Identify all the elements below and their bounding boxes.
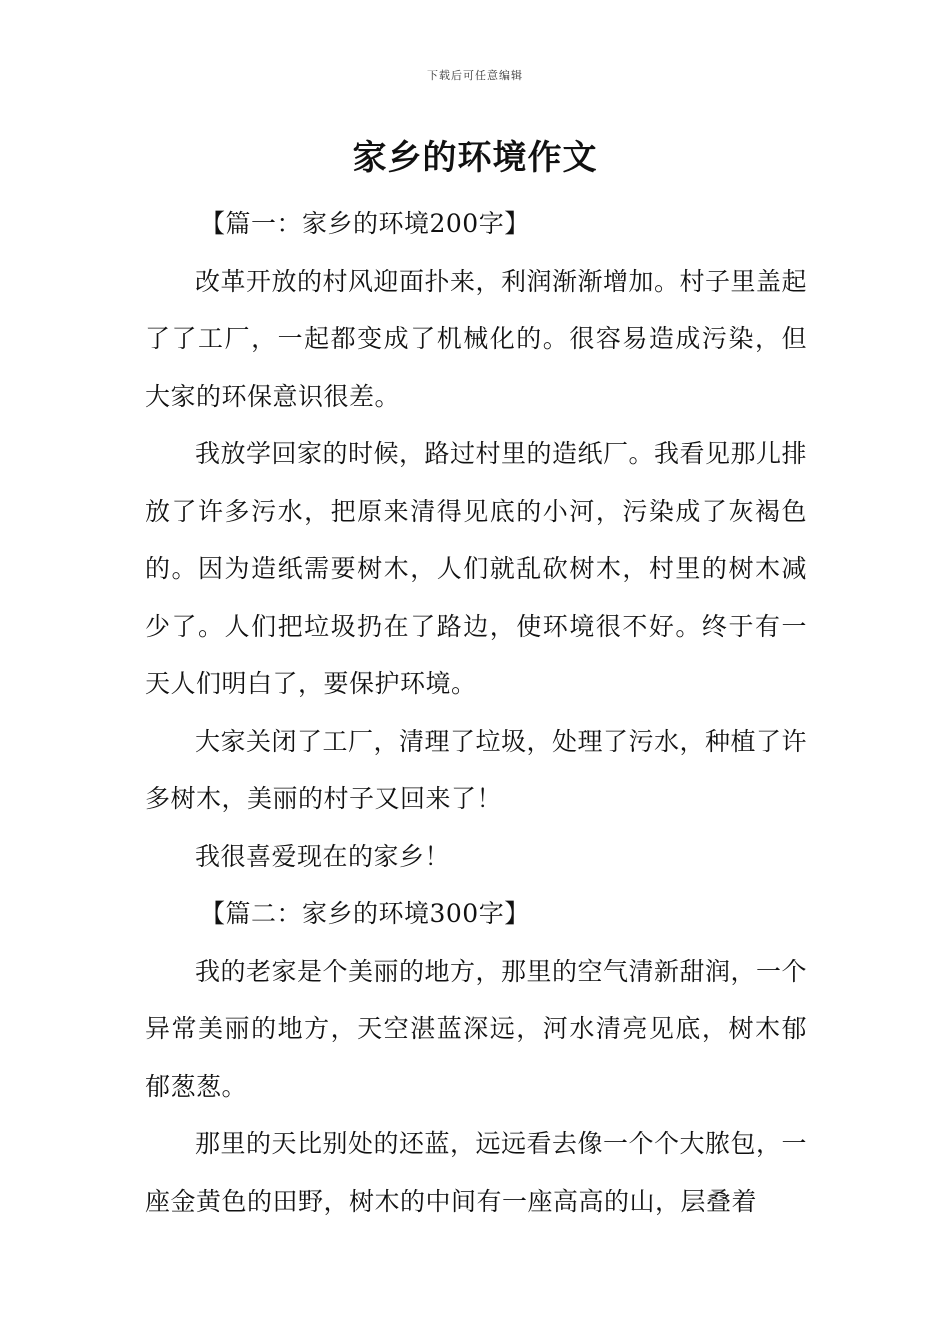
paragraph: 我的老家是个美丽的地方，那里的空气清新甜润，一个异常美丽的地方，天空湛蓝深远，河水清亮见底，树木郁郁葱葱。 (145, 956, 808, 1101)
document-body (145, 195, 807, 1230)
document-title: 家乡的环境作文 (352, 138, 598, 178)
paragraph: 大家关闭了工厂，清理了垃圾，处理了污水，种植了许多树木，美丽的村子又回来了！ (145, 726, 808, 813)
paragraph: 我很喜爱现在的家乡！ (195, 841, 451, 871)
section-heading-1: 【篇一：家乡的环境200字】 (200, 209, 530, 238)
section-heading-2: 【篇二：家乡的环境300字】 (200, 899, 530, 928)
paragraph: 那里的天比别处的还蓝，远远看去像一个个大脓包，一座金黄色的田野，树木的中间有一座高高的山，层叠着 (145, 1129, 808, 1216)
paragraph: 我放学回家的时候，路过村里的造纸厂。我看见那儿排放了许多污水，把原来清得见底的小河，污染成了灰褐色的。因为造纸需要树木，人们就乱砍树木，村里的树木减少了。人们把垃圾扔在了路边，使环境很不好。终于有一天人们明白了，要保护环境。 (145, 439, 808, 698)
header-note: 下载后可任意编辑 (427, 69, 523, 82)
paragraph: 改革开放的村风迎面扑来，利润渐渐增加。村子里盖起了了工厂，一起都变成了机械化的。很容易造成污染，但大家的环保意识很差。 (145, 266, 808, 411)
